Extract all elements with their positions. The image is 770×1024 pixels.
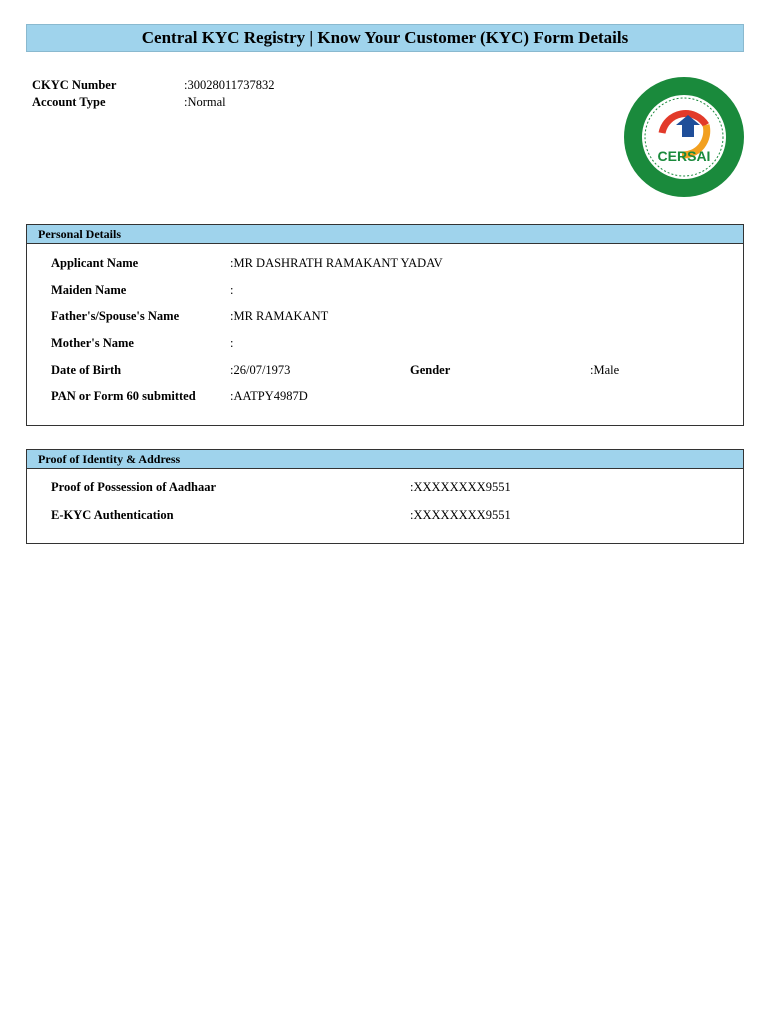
account-type-value: :Normal	[184, 95, 226, 109]
maiden-name-value: :	[230, 283, 234, 297]
cersai-logo	[622, 75, 746, 199]
ckyc-number-value: :30028011737832	[184, 78, 275, 92]
gender-label: Gender	[410, 363, 451, 377]
ekyc-value: :XXXXXXXX9551	[410, 508, 511, 522]
ckyc-number-label: CKYC Number	[32, 78, 117, 92]
maiden-name-label: Maiden Name	[51, 283, 127, 297]
aadhaar-value: :XXXXXXXX9551	[410, 480, 511, 494]
account-type-label: Account Type	[32, 95, 106, 109]
father-name-value: :MR RAMAKANT	[230, 309, 329, 323]
mother-name-label: Mother's Name	[51, 336, 134, 350]
ekyc-label: E-KYC Authentication	[51, 508, 174, 522]
pan-label: PAN or Form 60 submitted	[51, 389, 196, 403]
proof-section	[26, 449, 744, 544]
applicant-name-label: Applicant Name	[51, 256, 139, 270]
aadhaar-label: Proof of Possession of Aadhaar	[51, 480, 217, 494]
personal-details-section	[26, 224, 744, 426]
applicant-name-value: :MR DASHRATH RAMAKANT YADAV	[230, 256, 443, 270]
logo-text: CERSAI	[657, 148, 711, 164]
dob-label: Date of Birth	[51, 363, 122, 377]
mother-name-value: :	[230, 336, 234, 350]
dob-value: :26/07/1973	[230, 363, 291, 377]
pan-value: :AATPY4987D	[230, 389, 308, 403]
personal-details-heading: Personal Details	[27, 225, 743, 244]
father-name-label: Father's/Spouse's Name	[51, 309, 180, 323]
proof-heading: Proof of Identity & Address	[27, 450, 743, 469]
page-title-bar	[26, 24, 744, 52]
gender-value: :Male	[590, 363, 620, 377]
page-title: Central KYC Registry | Know Your Customer (KYC) Form Details	[141, 28, 629, 47]
